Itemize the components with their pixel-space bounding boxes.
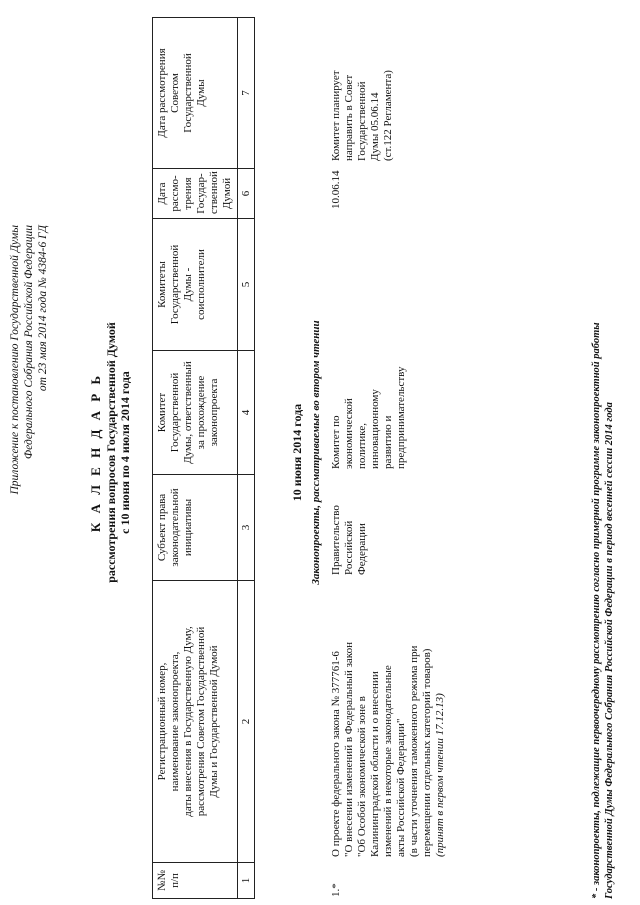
bill-reading-note: (принят в первом чтении 17.12.13) (434, 693, 446, 857)
document-title (88, 0, 132, 905)
appendix-note (8, 225, 50, 585)
row-bill-name (330, 589, 447, 857)
column-number: 1 (238, 863, 255, 899)
title-period: с 10 июня по 4 июля 2014 года (118, 371, 132, 534)
header-subject: Субъект права законодательной инициативы (153, 475, 238, 581)
section-heading: Законопроекты, рассматриваемые во втором чтении (310, 320, 322, 585)
title-word: К А Л Е Н Д А Р Ь (88, 372, 103, 533)
header-coexecutors: Комитеты Государственной Думы - соисполнители (153, 219, 238, 351)
table-row (330, 18, 550, 899)
header-duma-date: Дата рассмо- трения Государ- ственной Думой (153, 169, 238, 219)
date-heading: 10 июня 2014 года (290, 403, 304, 502)
column-number: 4 (238, 351, 255, 475)
header-bill-name: Регистрационный номер, наименование законопроекта, даты внесения в Государственную Думу, рассмотрения Советом Государственной Думы и Государственной Думой (153, 581, 238, 863)
column-number: 3 (238, 475, 255, 581)
footnote (590, 19, 616, 899)
title-subtitle: рассмотрения вопросов Государственной Думой (104, 322, 118, 583)
appendix-line-3: от 23 мая 2014 года № 4384-6 ГД (37, 225, 49, 392)
header-number: №№ п/п (153, 863, 238, 899)
appendix-line-1: Приложение к постановлению Государственной Думы (9, 225, 21, 495)
appendix-line-2: Федерального Собрания Российской Федерации (23, 225, 35, 460)
table-number-row (238, 18, 255, 899)
calendar-table (152, 17, 255, 899)
footnote-line-2: Государственной Думы Федерального Собрания Российской Федерации в период весенней сессии 2014 года (604, 402, 615, 899)
row-number: 1.* (330, 883, 342, 897)
column-number: 7 (238, 18, 255, 169)
row-subject: Правительство Российской Федерации (330, 505, 368, 575)
row-responsible-committee: Комитет по экономической политике, инновационному развитию и предпринимательству (330, 366, 407, 469)
bill-title: О проекте федерального закона № 377761-6 "О внесении изменений в Федеральный закон "Об Особой экономической зоне в Калининградской области и о внесении изменений в некоторые законодательные акты Российской Федерации" (в части уточнения таможенного режима при перемещении отдельных категорий товаров) (330, 642, 433, 857)
column-number: 6 (238, 169, 255, 219)
column-number: 2 (238, 581, 255, 863)
footnote-line-1: * - законопроекты, подлежащие первоочередному рассмотрению согласно примерной программе законопроектной работы (591, 322, 602, 899)
row-duma-date: 10.06.14 (330, 170, 342, 209)
header-responsible-committee: Комитет Государственной Думы, ответственный за прохождение законопроекта (153, 351, 238, 475)
row-council-note: Комитет планирует направить в Совет Государственной Думы 05.06.14 (ст.122 Регламента) (330, 70, 394, 161)
table-header-row (153, 18, 238, 899)
column-number: 5 (238, 219, 255, 351)
header-council-date: Дата рассмотрения Советом Государственной Думы (153, 18, 238, 169)
